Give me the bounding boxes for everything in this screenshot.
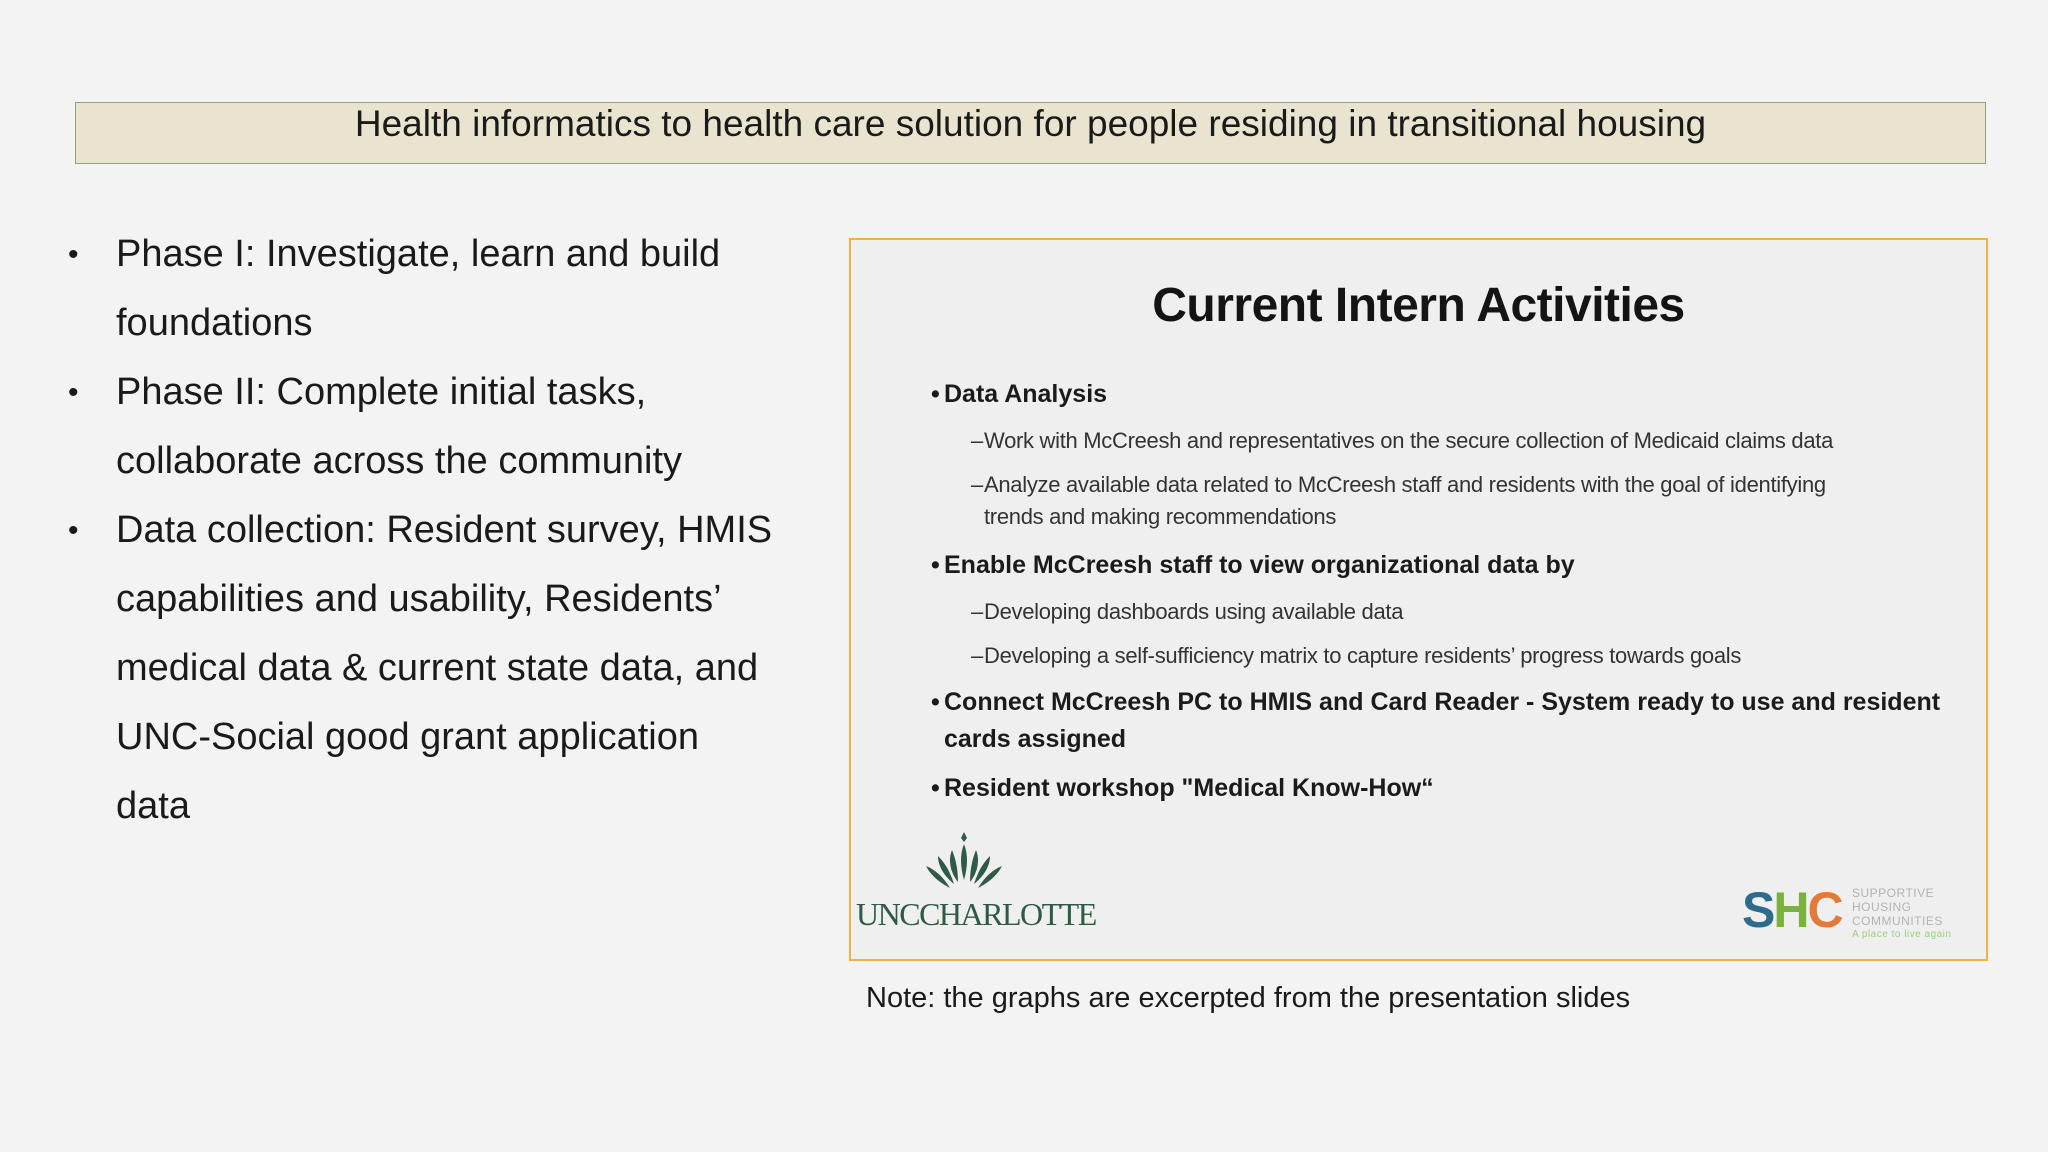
slide-subitem-text: Work with McCreesh and representatives on the secure collection of Medicaid claims data xyxy=(984,428,1834,453)
slide-subitem xyxy=(931,469,1941,533)
slide-title: Current Intern Activities xyxy=(1152,279,1685,332)
bullet-text: foundations xyxy=(116,302,313,344)
bullet-text: data xyxy=(116,785,190,827)
slide-bullet-dot: • xyxy=(931,774,940,802)
bullet-phase-1 xyxy=(62,220,802,358)
slide-bullet-connect-pc xyxy=(931,684,1941,758)
slide-activity-list xyxy=(931,376,1941,807)
slide-subitem xyxy=(931,425,1941,457)
slide-sub-dash: – xyxy=(971,599,983,624)
slide-bullet-label: Enable McCreesh staff to view organizational data by xyxy=(944,551,1575,579)
bullet-text: collaborate across the community xyxy=(116,440,683,482)
slide-bullet-enable-staff xyxy=(931,547,1941,584)
slide-subitem xyxy=(931,596,1941,628)
shc-wordmark: SUPPORTIVE HOUSING COMMUNITIES A place to live again xyxy=(1852,886,1952,940)
slide-bullet-label: Resident workshop "Medical Know-How“ xyxy=(944,774,1434,802)
bullet-text: medical data & current state data, and xyxy=(116,647,759,689)
phase-bullet-list xyxy=(62,220,802,841)
unc-crown-icon xyxy=(922,830,1006,892)
bullet-dot: • xyxy=(68,238,79,271)
shc-tagline: A place to live again xyxy=(1852,929,1952,940)
embedded-slide-image xyxy=(849,238,1988,961)
slide-subitem-text: Developing a self-sufficiency matrix to capture residents’ progress towards goals xyxy=(984,643,1742,668)
unc-charlotte-logo xyxy=(856,830,1096,940)
slide-sub-dash: – xyxy=(971,472,983,497)
slide-bullet-data-analysis xyxy=(931,376,1941,413)
slide-bullet-dot: • xyxy=(931,688,940,716)
bullet-dot: • xyxy=(68,514,79,547)
bullet-text: Data collection: Resident survey, HMIS xyxy=(116,509,773,551)
slide-subitem-text: Developing dashboards using available data xyxy=(984,599,1404,624)
slide-bullet-label: cards assigned xyxy=(944,725,1127,753)
slide-subitem-text: Analyze available data related to McCreesh staff and residents with the goal of identifying xyxy=(984,472,1826,497)
bullet-text: capabilities and usability, Residents’ xyxy=(116,578,722,620)
bullet-dot: • xyxy=(68,376,79,409)
bullet-phase-2 xyxy=(62,358,802,496)
bullet-text: Phase II: Complete initial tasks, xyxy=(116,371,647,413)
bullet-text: UNC-Social good grant application xyxy=(116,716,699,758)
shc-mark: SHC xyxy=(1742,882,1842,938)
slide-sub-dash: – xyxy=(971,428,983,453)
unc-wordmark: UNCCHARLOTTE xyxy=(856,896,1096,932)
bullet-data-collection xyxy=(62,496,802,841)
source-note: Note: the graphs are excerpted from the presentation slides xyxy=(866,982,1631,1014)
slide-bullet-dot: • xyxy=(931,551,940,579)
slide-bullet-dot: • xyxy=(931,380,940,408)
shc-logo xyxy=(1742,880,1972,950)
slide-subitem-text: trends and making recommendations xyxy=(984,504,1337,529)
page-title: Health informatics to health care solution for people residing in transitional housing xyxy=(354,103,1707,144)
slide-bullet-label: Data Analysis xyxy=(944,380,1108,408)
slide-sub-dash: – xyxy=(971,643,983,668)
slide-bullet-workshop xyxy=(931,770,1941,807)
title-banner xyxy=(75,102,1986,164)
slide-bullet-label: Connect McCreesh PC to HMIS and Card Reader - System ready to use and resident xyxy=(944,688,1941,716)
bullet-text: Phase I: Investigate, learn and build xyxy=(116,233,721,275)
slide-subitem xyxy=(931,640,1941,672)
